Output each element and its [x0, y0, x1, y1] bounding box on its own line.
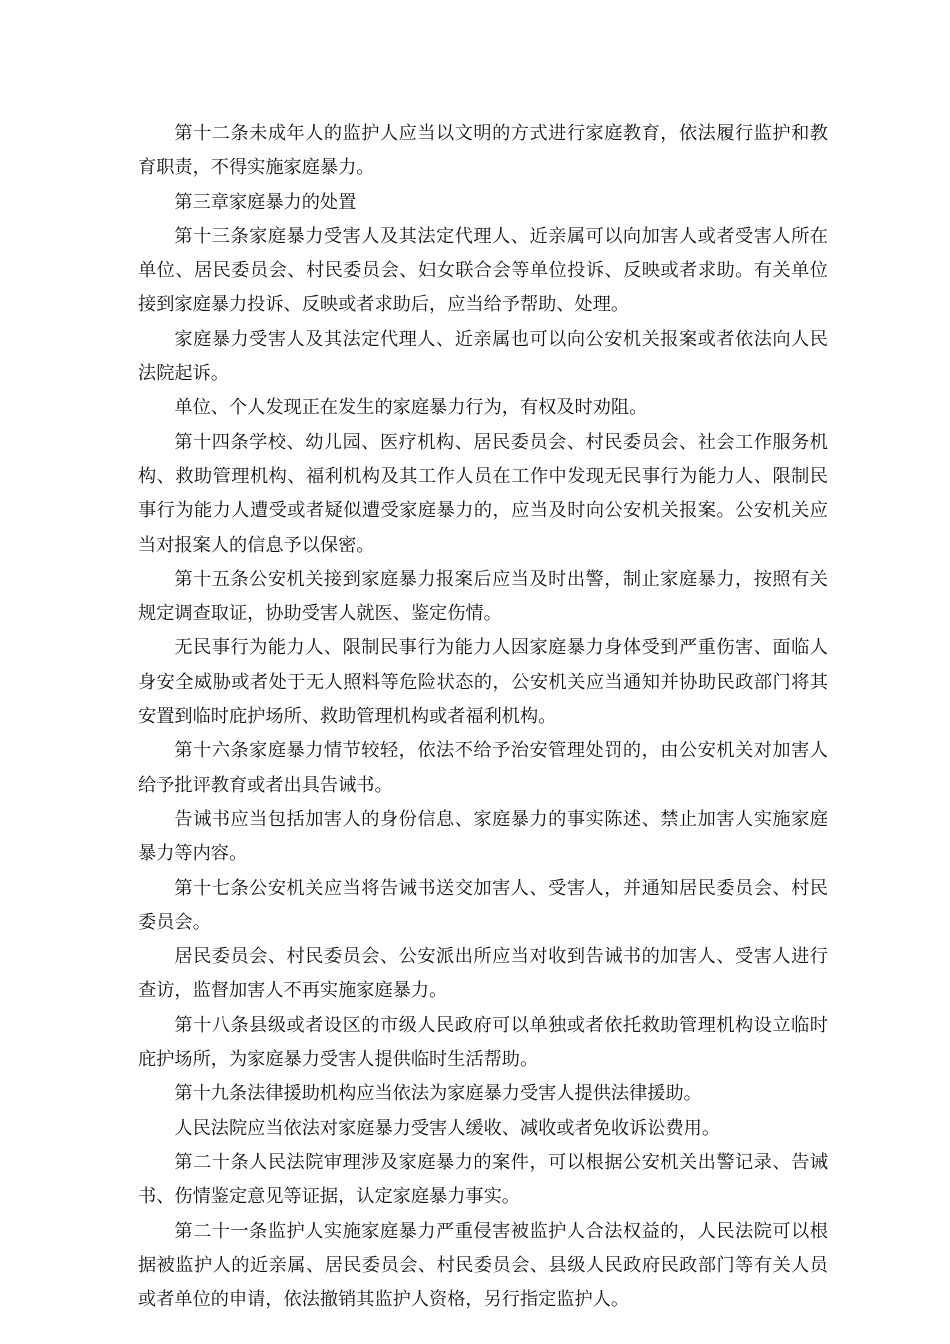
paragraph-article-13: 第十三条家庭暴力受害人及其法定代理人、近亲属可以向加害人或者受害人所在单位、居民委员会、村民委员会、妇女联合会等单位投诉、反映或者求助。有关单位接到家庭暴力投诉、反映或者求助后，应当给予帮助、处理。 — [138, 225, 828, 316]
paragraph-article-19: 第十九条法律援助机构应当依法为家庭暴力受害人提供法律援助。 — [174, 1083, 702, 1105]
paragraph-article-18: 第十八条县级或者设区的市级人民政府可以单独或者依托救助管理机构设立临时庇护场所，为家庭暴力受害人提供临时生活帮助。 — [138, 1014, 828, 1071]
document-body — [138, 117, 828, 1317]
paragraph-article-17-part-2: 居民委员会、村民委员会、公安派出所应当对收到告诫书的加害人、受害人进行查访，监督加害人不再实施家庭暴力。 — [138, 946, 828, 1002]
paragraph-article-15-part-2: 无民事行为能力人、限制民事行为能力人因家庭暴力身体受到严重伤害、面临人身安全威胁或者处于无人照料等危险状态的，公安机关应当通知并协助民政部门将其安置到临时庇护场所、救助管理机构或者福利机构。 — [138, 637, 828, 728]
paragraph-article-13-part-2: 家庭暴力受害人及其法定代理人、近亲属也可以向公安机关报案或者依法向人民法院起诉。 — [138, 328, 828, 385]
paragraph-article-16: 第十六条家庭暴力情节较轻，依法不给予治安管理处罚的，由公安机关对加害人给予批评教育或者出具告诫书。 — [138, 740, 828, 796]
paragraph-article-19-part-2: 人民法院应当依法对家庭暴力受害人缓收、减收或者免收诉讼费用。 — [174, 1117, 721, 1139]
paragraph-article-13-part-3: 单位、个人发现正在发生的家庭暴力行为，有权及时劝阻。 — [174, 397, 648, 419]
paragraph-article-21: 第二十一条监护人实施家庭暴力严重侵害被监护人合法权益的，人民法院可以根据被监护人的近亲属、居民委员会、村民委员会、县级人民政府民政部门等有关人员或者单位的申请，依法撤销其监护人资格，另行指定监护人。 — [138, 1220, 828, 1311]
paragraph-article-20: 第二十条人民法院审理涉及家庭暴力的案件，可以根据公安机关出警记录、告诫书、伤情鉴定意见等证据，认定家庭暴力事实。 — [138, 1151, 828, 1208]
paragraph-article-14: 第十四条学校、幼儿园、医疗机构、居民委员会、村民委员会、社会工作服务机构、救助管理机构、福利机构及其工作人员在工作中发现无民事行为能力人、限制民事行为能力人遭受或者疑似遭受家庭暴力的，应当及时向公安机关报案。公安机关应当对报案人的信息予以保密。 — [138, 431, 828, 556]
paragraph-article-16-part-2: 告诫书应当包括加害人的身份信息、家庭暴力的事实陈述、禁止加害人实施家庭暴力等内容。 — [138, 808, 828, 865]
paragraph-article-12: 第十二条未成年人的监护人应当以文明的方式进行家庭教育，依法履行监护和教育职责，不得实施家庭暴力。 — [138, 123, 828, 179]
chapter-heading: 第三章家庭暴力的处置 — [174, 191, 357, 213]
paragraph-article-15: 第十五条公安机关接到家庭暴力报案后应当及时出警，制止家庭暴力，按照有关规定调查取证，协助受害人就医、鉴定伤情。 — [138, 568, 828, 625]
paragraph-article-17: 第十七条公安机关应当将告诫书送交加害人、受害人，并通知居民委员会、村民委员会。 — [138, 877, 828, 933]
